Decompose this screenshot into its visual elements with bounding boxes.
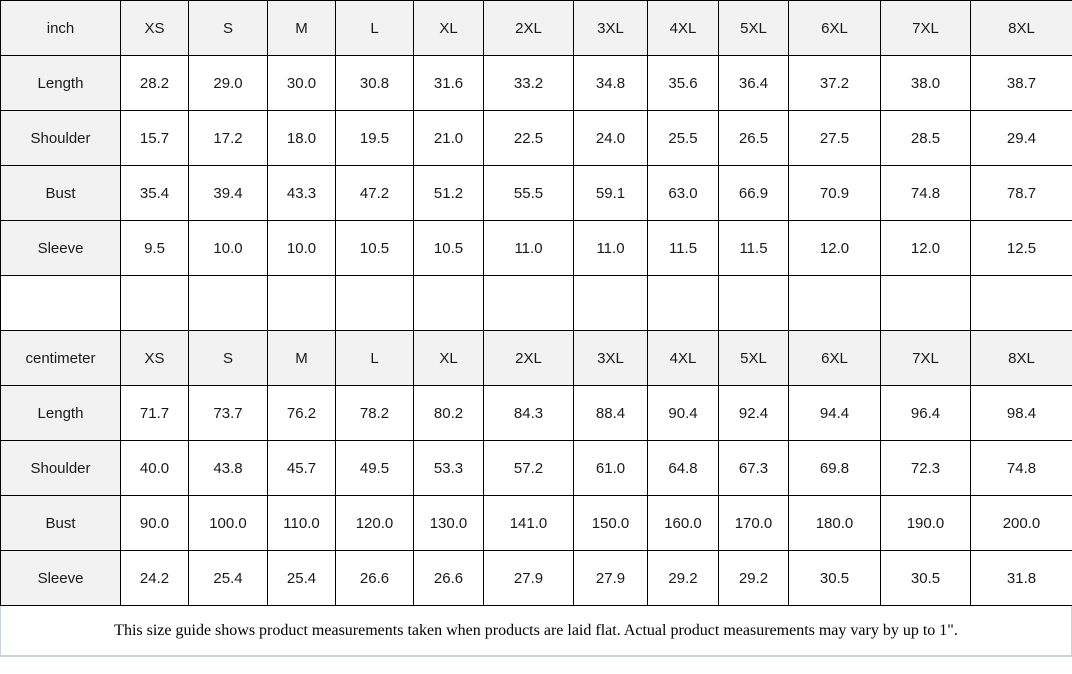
measurement-value: 11.0 bbox=[574, 221, 648, 276]
size-header-s: S bbox=[189, 331, 268, 386]
spacer-cell bbox=[648, 276, 719, 331]
measurement-label: Shoulder bbox=[1, 111, 121, 166]
spacer-cell bbox=[789, 276, 881, 331]
measurement-value: 61.0 bbox=[574, 441, 648, 496]
measurement-value: 25.4 bbox=[189, 551, 268, 606]
measurement-value: 43.3 bbox=[268, 166, 336, 221]
measurement-label: Bust bbox=[1, 496, 121, 551]
measurement-value: 43.8 bbox=[189, 441, 268, 496]
measurement-value: 27.5 bbox=[789, 111, 881, 166]
measurement-value: 11.5 bbox=[719, 221, 789, 276]
measurement-value: 40.0 bbox=[121, 441, 189, 496]
measurement-value: 11.5 bbox=[648, 221, 719, 276]
size-header-2xl: 2XL bbox=[484, 1, 574, 56]
centimeter-row-length bbox=[1, 386, 1072, 441]
size-header-l: L bbox=[336, 1, 414, 56]
size-header-8xl: 8XL bbox=[971, 1, 1072, 56]
measurement-value: 190.0 bbox=[881, 496, 971, 551]
measurement-value: 94.4 bbox=[789, 386, 881, 441]
measurement-value: 53.3 bbox=[414, 441, 484, 496]
measurement-value: 73.7 bbox=[189, 386, 268, 441]
measurement-value: 67.3 bbox=[719, 441, 789, 496]
measurement-label: Length bbox=[1, 56, 121, 111]
measurement-value: 100.0 bbox=[189, 496, 268, 551]
centimeter-header-row bbox=[1, 331, 1072, 386]
size-header-2xl: 2XL bbox=[484, 331, 574, 386]
measurement-value: 120.0 bbox=[336, 496, 414, 551]
measurement-label: Sleeve bbox=[1, 551, 121, 606]
measurement-value: 200.0 bbox=[971, 496, 1072, 551]
inch-row-bust bbox=[1, 166, 1072, 221]
measurement-value: 66.9 bbox=[719, 166, 789, 221]
footer-note-text: This size guide shows product measurements taken when products are laid flat. Actual product measurements may vary by up to 1". bbox=[114, 621, 958, 639]
measurement-value: 78.2 bbox=[336, 386, 414, 441]
spacer-cell bbox=[268, 276, 336, 331]
measurement-value: 88.4 bbox=[574, 386, 648, 441]
measurement-value: 10.5 bbox=[414, 221, 484, 276]
size-header-xl: XL bbox=[414, 1, 484, 56]
measurement-value: 74.8 bbox=[971, 441, 1072, 496]
measurement-value: 78.7 bbox=[971, 166, 1072, 221]
measurement-value: 160.0 bbox=[648, 496, 719, 551]
measurement-value: 30.5 bbox=[789, 551, 881, 606]
measurement-value: 49.5 bbox=[336, 441, 414, 496]
size-header-6xl: 6XL bbox=[789, 1, 881, 56]
measurement-value: 15.7 bbox=[121, 111, 189, 166]
size-header-7xl: 7XL bbox=[881, 331, 971, 386]
size-header-3xl: 3XL bbox=[574, 1, 648, 56]
measurement-value: 57.2 bbox=[484, 441, 574, 496]
measurement-value: 34.8 bbox=[574, 56, 648, 111]
unit-label-centimeter: centimeter bbox=[1, 331, 121, 386]
measurement-value: 18.0 bbox=[268, 111, 336, 166]
measurement-value: 84.3 bbox=[484, 386, 574, 441]
size-table-body bbox=[1, 1, 1072, 606]
measurement-value: 28.5 bbox=[881, 111, 971, 166]
size-header-3xl: 3XL bbox=[574, 331, 648, 386]
measurement-value: 64.8 bbox=[648, 441, 719, 496]
centimeter-row-sleeve bbox=[1, 551, 1072, 606]
measurement-value: 19.5 bbox=[336, 111, 414, 166]
measurement-value: 69.8 bbox=[789, 441, 881, 496]
measurement-value: 37.2 bbox=[789, 56, 881, 111]
size-header-s: S bbox=[189, 1, 268, 56]
spacer-cell bbox=[336, 276, 414, 331]
measurement-value: 26.6 bbox=[336, 551, 414, 606]
inch-row-shoulder bbox=[1, 111, 1072, 166]
measurement-value: 22.5 bbox=[484, 111, 574, 166]
measurement-value: 71.7 bbox=[121, 386, 189, 441]
measurement-value: 76.2 bbox=[268, 386, 336, 441]
measurement-value: 70.9 bbox=[789, 166, 881, 221]
measurement-value: 33.2 bbox=[484, 56, 574, 111]
spacer-cell bbox=[414, 276, 484, 331]
size-header-5xl: 5XL bbox=[719, 1, 789, 56]
spacer-cell bbox=[971, 276, 1072, 331]
measurement-value: 25.5 bbox=[648, 111, 719, 166]
measurement-value: 51.2 bbox=[414, 166, 484, 221]
spacer-cell bbox=[189, 276, 268, 331]
measurement-value: 21.0 bbox=[414, 111, 484, 166]
measurement-label: Sleeve bbox=[1, 221, 121, 276]
size-header-7xl: 7XL bbox=[881, 1, 971, 56]
measurement-value: 29.4 bbox=[971, 111, 1072, 166]
size-header-6xl: 6XL bbox=[789, 331, 881, 386]
size-header-xl: XL bbox=[414, 331, 484, 386]
measurement-value: 26.6 bbox=[414, 551, 484, 606]
measurement-value: 29.0 bbox=[189, 56, 268, 111]
measurement-value: 92.4 bbox=[719, 386, 789, 441]
measurement-value: 110.0 bbox=[268, 496, 336, 551]
measurement-value: 31.8 bbox=[971, 551, 1072, 606]
measurement-label: Bust bbox=[1, 166, 121, 221]
measurement-value: 59.1 bbox=[574, 166, 648, 221]
measurement-value: 36.4 bbox=[719, 56, 789, 111]
measurement-value: 12.0 bbox=[789, 221, 881, 276]
measurement-value: 11.0 bbox=[484, 221, 574, 276]
size-header-4xl: 4XL bbox=[648, 331, 719, 386]
measurement-value: 72.3 bbox=[881, 441, 971, 496]
measurement-value: 24.0 bbox=[574, 111, 648, 166]
measurement-value: 35.6 bbox=[648, 56, 719, 111]
measurement-value: 25.4 bbox=[268, 551, 336, 606]
size-header-xs: XS bbox=[121, 1, 189, 56]
spacer-cell bbox=[719, 276, 789, 331]
spacer-cell bbox=[1, 276, 121, 331]
spacer-cell bbox=[574, 276, 648, 331]
size-header-8xl: 8XL bbox=[971, 331, 1072, 386]
size-header-l: L bbox=[336, 331, 414, 386]
spacer-row bbox=[1, 276, 1072, 331]
measurement-value: 31.6 bbox=[414, 56, 484, 111]
measurement-value: 47.2 bbox=[336, 166, 414, 221]
measurement-value: 45.7 bbox=[268, 441, 336, 496]
measurement-value: 30.0 bbox=[268, 56, 336, 111]
measurement-label: Length bbox=[1, 386, 121, 441]
measurement-value: 26.5 bbox=[719, 111, 789, 166]
measurement-value: 38.7 bbox=[971, 56, 1072, 111]
measurement-value: 28.2 bbox=[121, 56, 189, 111]
measurement-value: 27.9 bbox=[574, 551, 648, 606]
measurement-label: Shoulder bbox=[1, 441, 121, 496]
measurement-value: 10.0 bbox=[268, 221, 336, 276]
measurement-value: 30.5 bbox=[881, 551, 971, 606]
measurement-value: 30.8 bbox=[336, 56, 414, 111]
centimeter-row-bust bbox=[1, 496, 1072, 551]
measurement-value: 12.5 bbox=[971, 221, 1072, 276]
size-header-xs: XS bbox=[121, 331, 189, 386]
measurement-value: 10.0 bbox=[189, 221, 268, 276]
measurement-value: 141.0 bbox=[484, 496, 574, 551]
measurement-value: 90.4 bbox=[648, 386, 719, 441]
size-header-m: M bbox=[268, 1, 336, 56]
measurement-value: 12.0 bbox=[881, 221, 971, 276]
inch-row-length bbox=[1, 56, 1072, 111]
measurement-value: 29.2 bbox=[719, 551, 789, 606]
measurement-value: 55.5 bbox=[484, 166, 574, 221]
measurement-value: 90.0 bbox=[121, 496, 189, 551]
measurement-value: 29.2 bbox=[648, 551, 719, 606]
measurement-value: 74.8 bbox=[881, 166, 971, 221]
measurement-value: 180.0 bbox=[789, 496, 881, 551]
centimeter-row-shoulder bbox=[1, 441, 1072, 496]
unit-label-inch: inch bbox=[1, 1, 121, 56]
footer-note bbox=[0, 606, 1072, 657]
measurement-value: 9.5 bbox=[121, 221, 189, 276]
measurement-value: 130.0 bbox=[414, 496, 484, 551]
measurement-value: 96.4 bbox=[881, 386, 971, 441]
measurement-value: 170.0 bbox=[719, 496, 789, 551]
measurement-value: 150.0 bbox=[574, 496, 648, 551]
size-header-4xl: 4XL bbox=[648, 1, 719, 56]
measurement-value: 98.4 bbox=[971, 386, 1072, 441]
inch-row-sleeve bbox=[1, 221, 1072, 276]
measurement-value: 38.0 bbox=[881, 56, 971, 111]
size-header-5xl: 5XL bbox=[719, 331, 789, 386]
measurement-value: 80.2 bbox=[414, 386, 484, 441]
inch-header-row bbox=[1, 1, 1072, 56]
measurement-value: 63.0 bbox=[648, 166, 719, 221]
measurement-value: 35.4 bbox=[121, 166, 189, 221]
spacer-cell bbox=[881, 276, 971, 331]
measurement-value: 39.4 bbox=[189, 166, 268, 221]
spacer-cell bbox=[484, 276, 574, 331]
measurement-value: 24.2 bbox=[121, 551, 189, 606]
measurement-value: 17.2 bbox=[189, 111, 268, 166]
size-header-m: M bbox=[268, 331, 336, 386]
measurement-value: 27.9 bbox=[484, 551, 574, 606]
spacer-cell bbox=[121, 276, 189, 331]
measurement-value: 10.5 bbox=[336, 221, 414, 276]
